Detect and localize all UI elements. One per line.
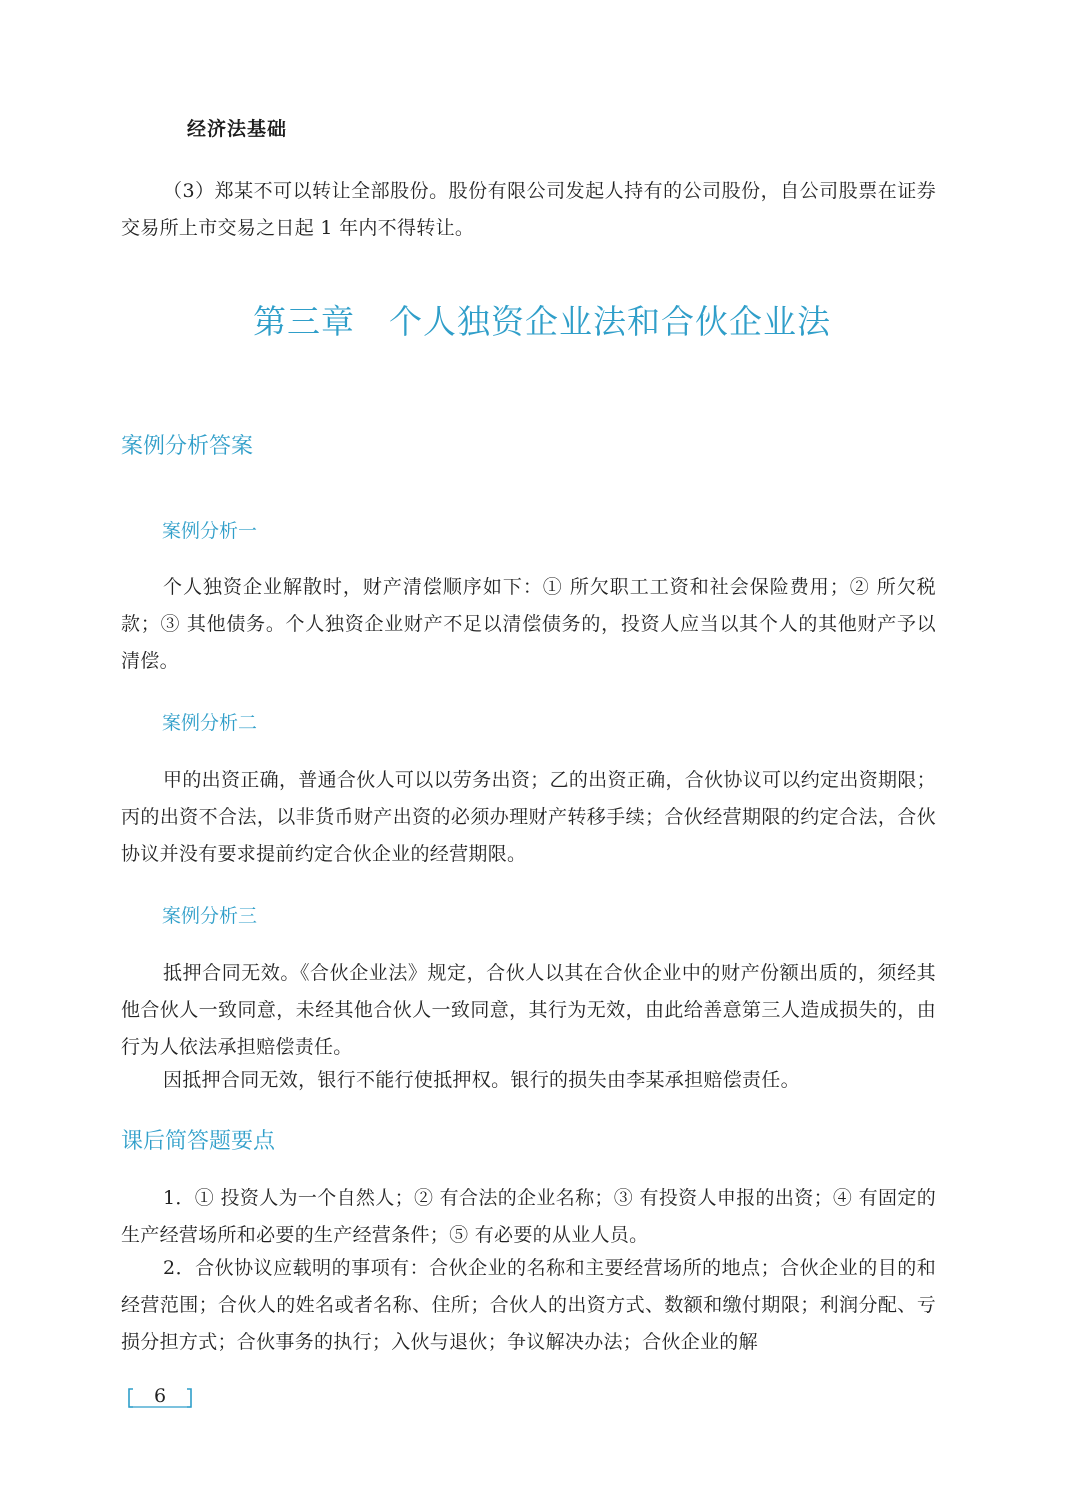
subheading-case-2: 案例分析二 — [162, 712, 258, 734]
case-3-paragraph-2: 因抵押合同无效，银行不能行使抵押权。银行的损失由李某承担赔偿责任。 — [163, 1069, 800, 1091]
intro-paragraph: （3）郑某不可以转让全部股份。股份有限公司发起人持有的公司股份，自公司股票在证券交易所上市交易之日起 1 年内不得转让。 — [121, 180, 936, 239]
case-2-paragraph: 甲的出资正确，普通合伙人可以以劳务出资；乙的出资正确，合伙协议可以约定出资期限；丙的出资不合法，以非货币财产出资的必须办理财产转移手续；合伙经营期限的约定合法，合伙协议并没有要求提前约定合伙企业的经营期限。 — [121, 769, 936, 865]
case-3-paragraph-1: 抵押合同无效。《合伙企业法》规定，合伙人以其在合伙企业中的财产份额出质的，须经其他合伙人一致同意，未经其他合伙人一致同意，其行为无效，由此给善意第三人造成损失的，由行为人依法承担赔偿责任。 — [121, 962, 936, 1058]
subheading-case-1: 案例分析一 — [162, 520, 258, 542]
review-item-2: 2．合伙协议应载明的事项有：合伙企业的名称和主要经营场所的地点；合伙企业的目的和经营范围；合伙人的姓名或者名称、住所；合伙人的出资方式、数额和缴付期限；利润分配、亏损分担方式；合伙事务的执行；入伙与退伙；争议解决办法；合伙企业的解 — [121, 1257, 936, 1353]
section-heading-review: 课后简答题要点 — [121, 1129, 276, 1154]
chapter-title: 第三章 个人独资企业法和合伙企业法 — [253, 302, 831, 341]
subheading-case-3: 案例分析三 — [162, 905, 258, 927]
running-header: 经济法基础 — [187, 118, 288, 140]
page-number-box — [127, 1385, 193, 1411]
section-heading-case-answers: 案例分析答案 — [121, 434, 254, 459]
case-1-paragraph: 个人独资企业解散时，财产清偿顺序如下：① 所欠职工工资和社会保险费用；② 所欠税款；③ 其他债务。个人独资企业财产不足以清偿债务的，投资人应当以其个人的其他财产予以清偿。 — [121, 576, 936, 672]
review-item-1: 1．① 投资人为一个自然人；② 有合法的企业名称；③ 有投资人申报的出资；④ 有固定的生产经营场所和必要的生产经营条件；⑤ 有必要的从业人员。 — [121, 1187, 936, 1246]
page-number: 6 — [153, 1385, 167, 1407]
